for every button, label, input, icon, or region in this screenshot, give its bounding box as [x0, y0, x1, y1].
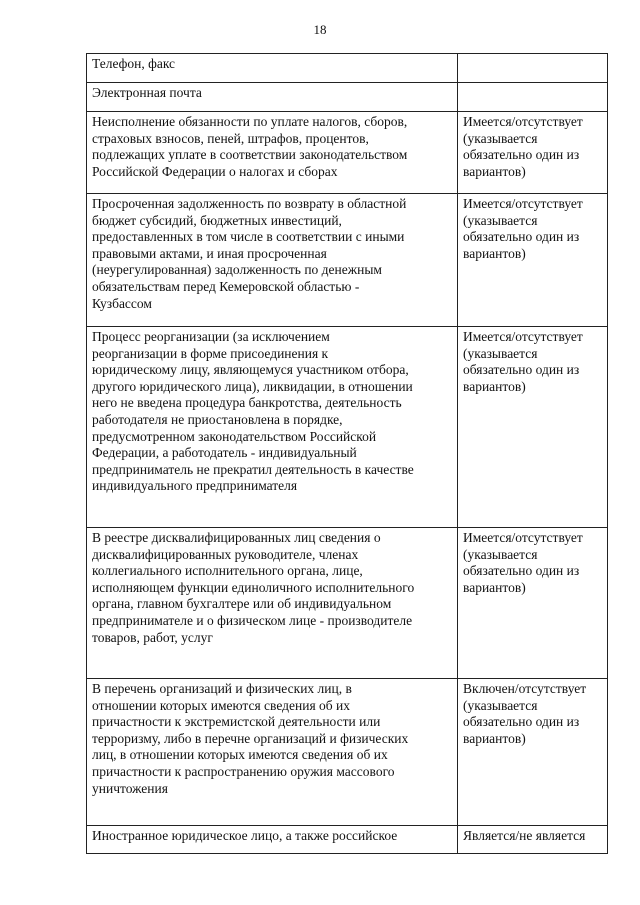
row-label-text: Иностранное юридическое лицо, а также российское [92, 828, 398, 843]
row-label [87, 327, 458, 528]
row-label [87, 54, 458, 83]
row-value [458, 327, 608, 528]
row-label-text: Телефон, факс [92, 56, 176, 71]
row-label [87, 83, 458, 112]
row-label-text: Просроченная задолженность по возврату в областной бюджет субсидий, бюджетных инвестиций, предоставленных в том числе в соответствии с иными правовыми актами, и иная просроченная (неурегулированная) задолженность по денежным обязательствам перед Кемеровской областью - Кузбассом [92, 196, 407, 311]
row-value [458, 54, 608, 83]
requirements-table [86, 53, 608, 854]
row-value [458, 112, 608, 194]
row-value [458, 194, 608, 327]
table-row [87, 194, 608, 327]
row-value [458, 826, 608, 854]
row-label [87, 528, 458, 679]
row-label [87, 826, 458, 854]
row-label [87, 679, 458, 826]
table-row [87, 327, 608, 528]
table-row [87, 826, 608, 854]
row-value-text: Является/не является [463, 828, 586, 843]
row-label-text: В реестре дисквалифицированных лиц сведения о дисквалифицированных руководителе, членах коллегиального исполнительного органа, лице, исполняющем функции единоличного исполнительного органа, главном бухгалтере или об индивидуальном предпринимателе и о физическом лице - производителе товаров, работ, услуг [92, 530, 415, 645]
row-label-text: Процесс реорганизации (за исключением реорганизации в форме присоединения к юридическому лицу, являющемуся участником отбора, другого юридического лица), ликвидации, в отношении него не введена процедура банкротства, деятельность работодателя не приостановлена в порядке, предусмотренном законодательством Российской Федерации, а работодатель - индивидуальный предприниматель не прекратил деятельность в качестве индивидуального предпринимателя [92, 329, 414, 494]
row-value-text: Имеется/отсутствует (указывается обязательно один из вариантов) [463, 329, 583, 394]
row-label [87, 194, 458, 327]
row-label-text: В перечень организаций и физических лиц, в отношении которых имеются сведения об их причастности к экстремистской деятельности или терроризму, либо в перечне организаций и физических лиц, в отношении которых имеются сведения об их причастности к распространению оружия массового уничтожения [92, 681, 409, 796]
page-number: 18 [313, 22, 327, 37]
row-value [458, 83, 608, 112]
table-row [87, 679, 608, 826]
table-row [87, 54, 608, 83]
row-value-text: Имеется/отсутствует (указывается обязательно один из вариантов) [463, 114, 583, 179]
row-value [458, 679, 608, 826]
row-value-text: Включен/отсутствует (указывается обязательно один из вариантов) [463, 681, 587, 746]
row-label-text: Неисполнение обязанности по уплате налогов, сборов, страховых взносов, пеней, штрафов, процентов, подлежащих уплате в соответствии законодательством Российской Федерации о налогах и сборах [92, 114, 408, 179]
row-value-text: Имеется/отсутствует (указывается обязательно один из вариантов) [463, 530, 583, 595]
table-row [87, 112, 608, 194]
table-row [87, 83, 608, 112]
row-value-text: Имеется/отсутствует (указывается обязательно один из вариантов) [463, 196, 583, 261]
table-row [87, 528, 608, 679]
row-label-text: Электронная почта [92, 85, 202, 100]
row-label [87, 112, 458, 194]
row-value [458, 528, 608, 679]
